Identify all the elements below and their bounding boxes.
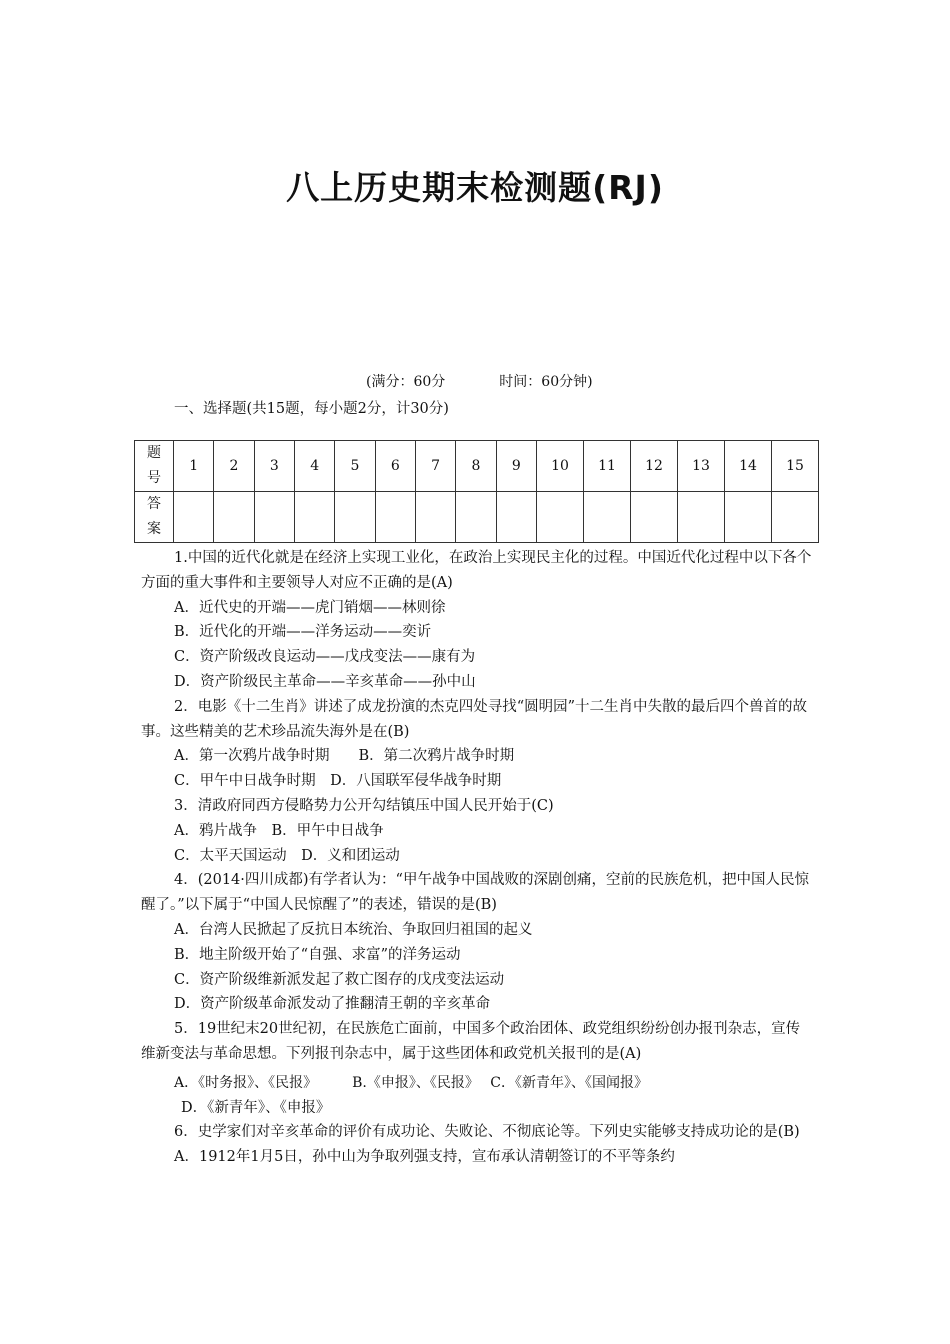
answer-cell[interactable] bbox=[335, 492, 375, 543]
answer-cell[interactable] bbox=[456, 492, 496, 543]
question-number: 2 bbox=[214, 441, 254, 492]
answer-table bbox=[134, 440, 819, 543]
answer-cell[interactable] bbox=[631, 492, 678, 543]
row-header-number: 题 号 bbox=[135, 441, 174, 492]
question-stem: 4．(2014·四川成都)有学者认为：“甲午战争中国战败的深剧创痛，空前的民族危机，把中国人民惊醒了。”以下属于“中国人民惊醒了”的表述，错误的是(B) bbox=[141, 872, 809, 914]
question-stem: 3．清政府同西方侵略势力公开勾结镇压中国人民开始于(C) bbox=[174, 797, 554, 814]
question-stem: 6．史学家们对辛亥革命的评价有成功论、失败论、不彻底论等。下列史实能够支持成功论的是(B) bbox=[174, 1124, 800, 1141]
question-number: 12 bbox=[631, 441, 678, 492]
exam-meta bbox=[366, 371, 593, 391]
option: B．近代化的开端——洋务运动——奕䜣 bbox=[174, 624, 432, 641]
option: A．台湾人民掀起了反抗日本统治、争取回归祖国的起义 bbox=[174, 921, 533, 938]
option: A．鸦片战争 B．甲午中日战争 bbox=[174, 822, 384, 839]
question-number: 10 bbox=[537, 441, 584, 492]
option: A．1912年1月5日，孙中山为争取列强支持，宣布承认清朝签订的不平等条约 bbox=[174, 1149, 675, 1166]
section-heading: 一、选择题(共15题，每小题2分，计30分) bbox=[174, 401, 449, 417]
answer-cell[interactable] bbox=[678, 492, 725, 543]
answer-cell[interactable] bbox=[772, 492, 819, 543]
question-number: 11 bbox=[584, 441, 631, 492]
option: D．资产阶级革命派发动了推翻清王朝的辛亥革命 bbox=[174, 996, 491, 1013]
option: C．资产阶级维新派发起了救亡图存的戊戌变法运动 bbox=[174, 971, 505, 988]
answer-cell[interactable] bbox=[294, 492, 334, 543]
number-row bbox=[135, 441, 819, 492]
option: C．太平天国运动 D．义和团运动 bbox=[174, 847, 400, 864]
option: A．第一次鸦片战争时期 B．第二次鸦片战争时期 bbox=[174, 748, 515, 765]
answer-cell[interactable] bbox=[174, 492, 214, 543]
option: B．地主阶级开始了“自强、求富”的洋务运动 bbox=[174, 946, 461, 963]
answer-cell[interactable] bbox=[496, 492, 536, 543]
question-number: 13 bbox=[678, 441, 725, 492]
question-number: 9 bbox=[496, 441, 536, 492]
row-header-answer: 答 案 bbox=[135, 492, 174, 543]
answer-cell[interactable] bbox=[375, 492, 415, 543]
option: D．资产阶级民主革命——辛亥革命——孙中山 bbox=[174, 673, 476, 690]
answer-cell[interactable] bbox=[725, 492, 772, 543]
answer-cell[interactable] bbox=[584, 492, 631, 543]
question-number: 3 bbox=[254, 441, 294, 492]
question-number: 4 bbox=[294, 441, 334, 492]
question-number: 8 bbox=[456, 441, 496, 492]
answer-cell[interactable] bbox=[214, 492, 254, 543]
option: A．近代史的开端——虎门销烟——林则徐 bbox=[174, 599, 446, 616]
question-stem: 1.中国的近代化就是在经济上实现工业化，在政治上实现民主化的过程。中国近代化过程中以下各个方面的重大事件和主要领导人对应不正确的是(A) bbox=[141, 550, 812, 591]
option: D．《新青年》、《申报》 bbox=[181, 1099, 331, 1116]
question-number: 7 bbox=[415, 441, 455, 492]
question-number: 6 bbox=[375, 441, 415, 492]
question-stem: 5．19世纪末20世纪初，在民族危亡面前，中国多个政治团体、政党组织纷纷创办报刊杂志，宣传维新变法与革命思想。下列报刊杂志中，属于这些团体和政党机关报刊的是(A) bbox=[141, 1021, 801, 1062]
question-number: 14 bbox=[725, 441, 772, 492]
full-score: (满分：60分 bbox=[366, 374, 446, 390]
answer-cell[interactable] bbox=[415, 492, 455, 543]
question-number: 15 bbox=[772, 441, 819, 492]
question-stem: 2．电影《十二生肖》讲述了成龙扮演的杰克四处寻找“圆明园”十二生肖中失散的最后四个兽首的故事。这些精美的艺术珍品流失海外是在(B) bbox=[141, 698, 808, 740]
answer-row bbox=[135, 492, 819, 543]
question-number: 5 bbox=[335, 441, 375, 492]
page-title: 八上历史期末检测题(RJ) bbox=[286, 168, 664, 207]
option: C．甲午中日战争时期 D．八国联军侵华战争时期 bbox=[174, 773, 502, 790]
question-number: 1 bbox=[174, 441, 214, 492]
answer-cell[interactable] bbox=[537, 492, 584, 543]
answer-cell[interactable] bbox=[254, 492, 294, 543]
exam-time: 时间：60分钟) bbox=[499, 374, 593, 390]
questions bbox=[141, 546, 813, 1170]
option: C．资产阶级改良运动——戊戌变法——康有为 bbox=[174, 649, 476, 666]
option: A．《时务报》、《民报》 B.《申报》、《民报》 C．《新青年》、《国闻报》 bbox=[174, 1074, 649, 1091]
